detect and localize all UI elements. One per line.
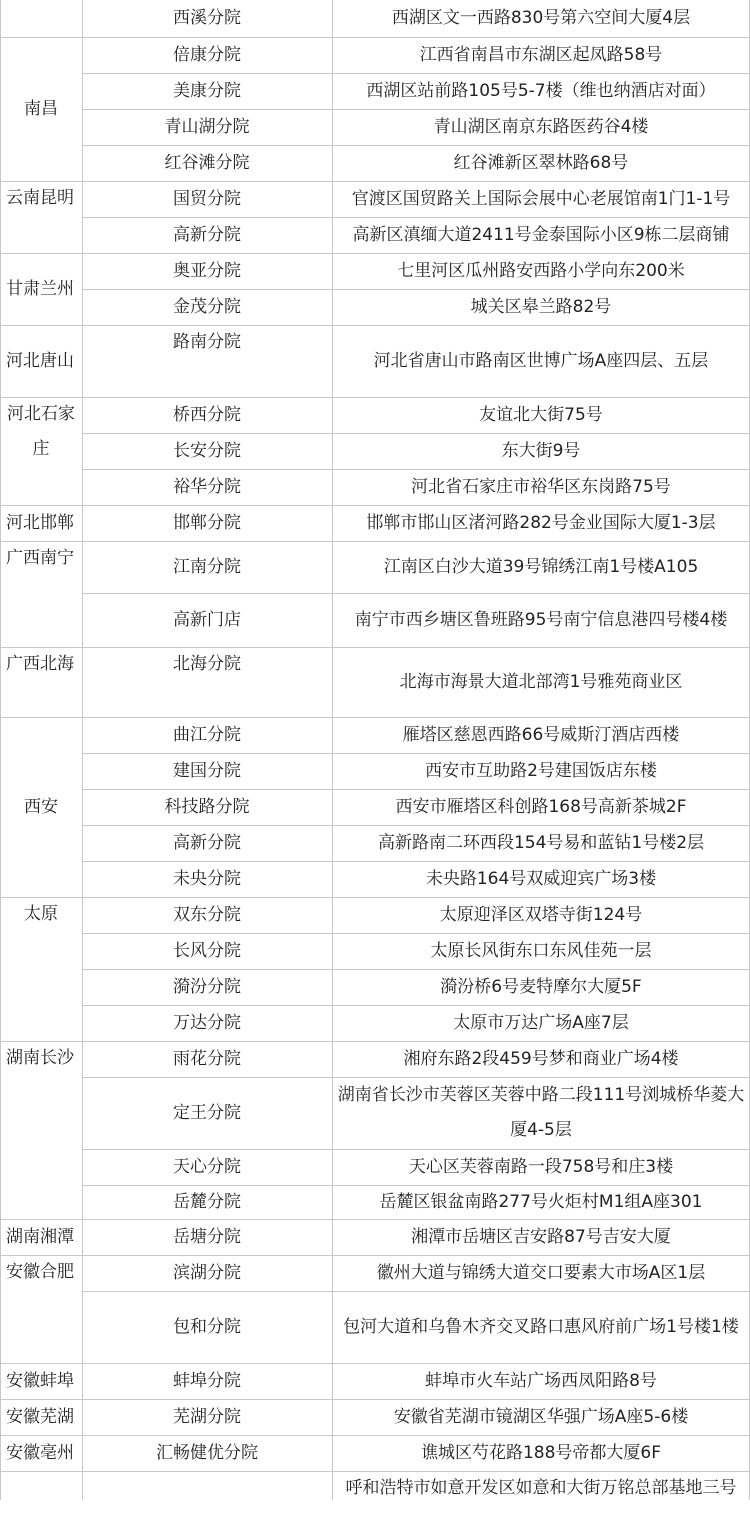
- branch-name-cell: 国贸分院: [173, 188, 241, 209]
- branch-name-cell: 北海分院: [173, 654, 241, 674]
- branch-name-cell: 漪汾分院: [173, 976, 241, 997]
- branch-name-cell: 青山湖分院: [164, 116, 250, 137]
- branch-name-cell: 长安分院: [173, 440, 241, 461]
- branch-name-cell: 包和分院: [173, 1316, 241, 1337]
- address-cell: 邯郸市邯山区渚河路282号金业国际大厦1-3层: [366, 512, 716, 533]
- city-cell: 河北石家庄: [7, 404, 75, 459]
- branch-name-cell: 江南分院: [173, 556, 241, 577]
- address-cell: 呼和浩特市如意开发区如意和大街万铭总部基地三号: [345, 1478, 737, 1498]
- city-cell: 河北唐山: [6, 350, 74, 371]
- address-cell: 未央路164号双威迎宾广场3楼: [425, 868, 657, 889]
- address-cell: 太原市万达广场A座7层: [453, 1012, 629, 1033]
- address-cell: 友谊北大街75号: [479, 404, 603, 425]
- address-cell: 西湖区站前路105号5-7楼（维也纳酒店对面）: [366, 80, 716, 101]
- branch-name-cell: 科技路分院: [164, 796, 250, 817]
- address-cell: 北海市海景大道北部湾1号雅苑商业区: [399, 671, 683, 692]
- address-cell: 包河大道和乌鲁木齐交叉路口惠风府前广场1号楼1楼: [343, 1316, 739, 1337]
- branch-name-cell: 西溪分院: [173, 8, 241, 28]
- address-cell: 雁塔区慈恩西路66号威斯汀酒店西楼: [402, 724, 680, 745]
- city-cell: 湖南长沙: [6, 1048, 74, 1068]
- branch-name-cell: 岳麓分院: [173, 1191, 241, 1212]
- branch-name-cell: 滨湖分院: [173, 1262, 241, 1283]
- branch-name-cell: 雨花分院: [173, 1048, 241, 1069]
- branch-name-cell: 曲江分院: [173, 724, 241, 745]
- address-cell: 高新路南二环西段154号易和蓝钻1号楼2层: [377, 832, 705, 853]
- city-cell: 安徽蚌埠: [6, 1370, 74, 1391]
- branch-name-cell: 倍康分院: [173, 44, 241, 65]
- address-cell: 高新区滇缅大道2411号金泰国际小区9栋二层商铺: [352, 224, 730, 245]
- address-cell: 河北省石家庄市裕华区东岗路75号: [411, 476, 671, 497]
- city-cell: 广西北海: [6, 654, 74, 674]
- address-cell: 徽州大道与锦绣大道交口要素大市场A区1层: [376, 1262, 706, 1283]
- address-cell: 青山湖区南京东路医药谷4楼: [433, 116, 649, 137]
- branch-name-cell: 定王分院: [173, 1102, 241, 1123]
- address-cell: 湘潭市岳塘区吉安路87号吉安大厦: [411, 1226, 671, 1247]
- branch-name-cell: 金茂分院: [173, 296, 241, 317]
- branch-name-cell: 桥西分院: [173, 404, 241, 425]
- branch-name-cell: 蚌埠分院: [173, 1370, 241, 1391]
- city-cell: 安徽合肥: [6, 1262, 74, 1282]
- city-cell: 安徽芜湖: [6, 1406, 74, 1427]
- branch-name-cell: 美康分院: [173, 80, 241, 101]
- address-cell: 河北省唐山市路南区世博广场A座四层、五层: [373, 350, 709, 371]
- city-cell: 西安: [24, 796, 58, 817]
- address-cell: 七里河区瓜州路安西路小学向东200米: [397, 260, 685, 281]
- city-cell: 湖南湘潭: [6, 1226, 74, 1247]
- branch-name-cell: 汇畅健优分院: [156, 1442, 258, 1463]
- address-cell: 西安市雁塔区科创路168号高新茶城2F: [395, 796, 687, 817]
- branch-name-cell: 未央分院: [173, 868, 241, 889]
- branch-name-cell: 芜湖分院: [173, 1406, 241, 1427]
- address-cell: 西湖区文一西路830号第六空间大厦4层: [391, 8, 691, 28]
- branch-name-cell: 高新分院: [173, 832, 241, 853]
- city-cell: 南昌: [24, 98, 58, 119]
- address-cell: 湖南省长沙市芙蓉区芙蓉中路二段111号浏城桥华菱大厦4-5层: [337, 1085, 745, 1140]
- branch-name-cell: 路南分院: [173, 332, 241, 352]
- address-cell: 西安市互助路2号建国饭店东楼: [425, 760, 657, 781]
- grid-line-horizontal: [0, 1471, 82, 1472]
- branch-name-cell: 高新门店: [173, 609, 241, 630]
- city-cell: 广西南宁: [6, 548, 74, 568]
- address-cell: 安徽省芜湖市镜湖区华强广场A座5-6楼: [393, 1406, 689, 1427]
- address-cell: 城关区皋兰路82号: [470, 296, 612, 317]
- branch-name-cell: [82, 1471, 332, 1530]
- address-cell: 太原长风街东口东风佳苑一层: [430, 940, 652, 961]
- branch-name-cell: 奥亚分院: [173, 260, 241, 281]
- branch-name-cell: 岳塘分院: [173, 1226, 241, 1247]
- address-cell: 天心区芙蓉南路一段758号和庄3楼: [408, 1156, 674, 1177]
- branch-name-cell: 裕华分院: [173, 476, 241, 497]
- address-cell: 南宁市西乡塘区鲁班路95号南宁信息港四号楼4楼: [354, 609, 728, 630]
- branch-name-cell: 建国分院: [173, 760, 241, 781]
- branch-name-cell: 双东分院: [173, 904, 241, 925]
- branch-name-cell: 长风分院: [173, 940, 241, 961]
- branch-name-cell: 万达分院: [173, 1012, 241, 1033]
- branch-name-cell: 天心分院: [173, 1156, 241, 1177]
- address-cell: 江南区白沙大道39号锦绣江南1号楼A105: [383, 556, 699, 577]
- city-cell: 甘肃兰州: [6, 278, 74, 299]
- address-cell: 漪汾桥6号麦特摩尔大厦5F: [440, 976, 642, 997]
- address-cell: 湘府东路2段459号梦和商业广场4楼: [403, 1048, 679, 1069]
- branch-name-cell: 红谷滩分院: [164, 152, 250, 173]
- address-cell: 谯城区芍花路188号帝都大厦6F: [420, 1442, 662, 1463]
- city-cell: 安徽亳州: [6, 1442, 74, 1463]
- city-cell: 太原: [24, 904, 58, 924]
- address-cell: 蚌埠市火车站广场西凤阳路8号: [425, 1370, 657, 1391]
- branch-name-cell: 邯郸分院: [173, 512, 241, 533]
- address-cell: 江西省南昌市东湖区起凤路58号: [419, 44, 663, 65]
- address-cell: 官渡区国贸路关上国际会展中心老展馆南1门1-1号: [351, 188, 731, 209]
- city-cell: 河北邯郸: [6, 512, 74, 533]
- address-cell: 红谷滩新区翠林路68号: [453, 152, 629, 173]
- branch-name-cell: 高新分院: [173, 224, 241, 245]
- city-cell: 云南昆明: [6, 188, 74, 208]
- address-cell: 岳麓区银盆南路277号火炬村M1组A座301: [379, 1191, 703, 1212]
- address-cell: 东大街9号: [501, 440, 581, 461]
- address-cell: 太原迎泽区双塔寺街124号: [439, 904, 643, 925]
